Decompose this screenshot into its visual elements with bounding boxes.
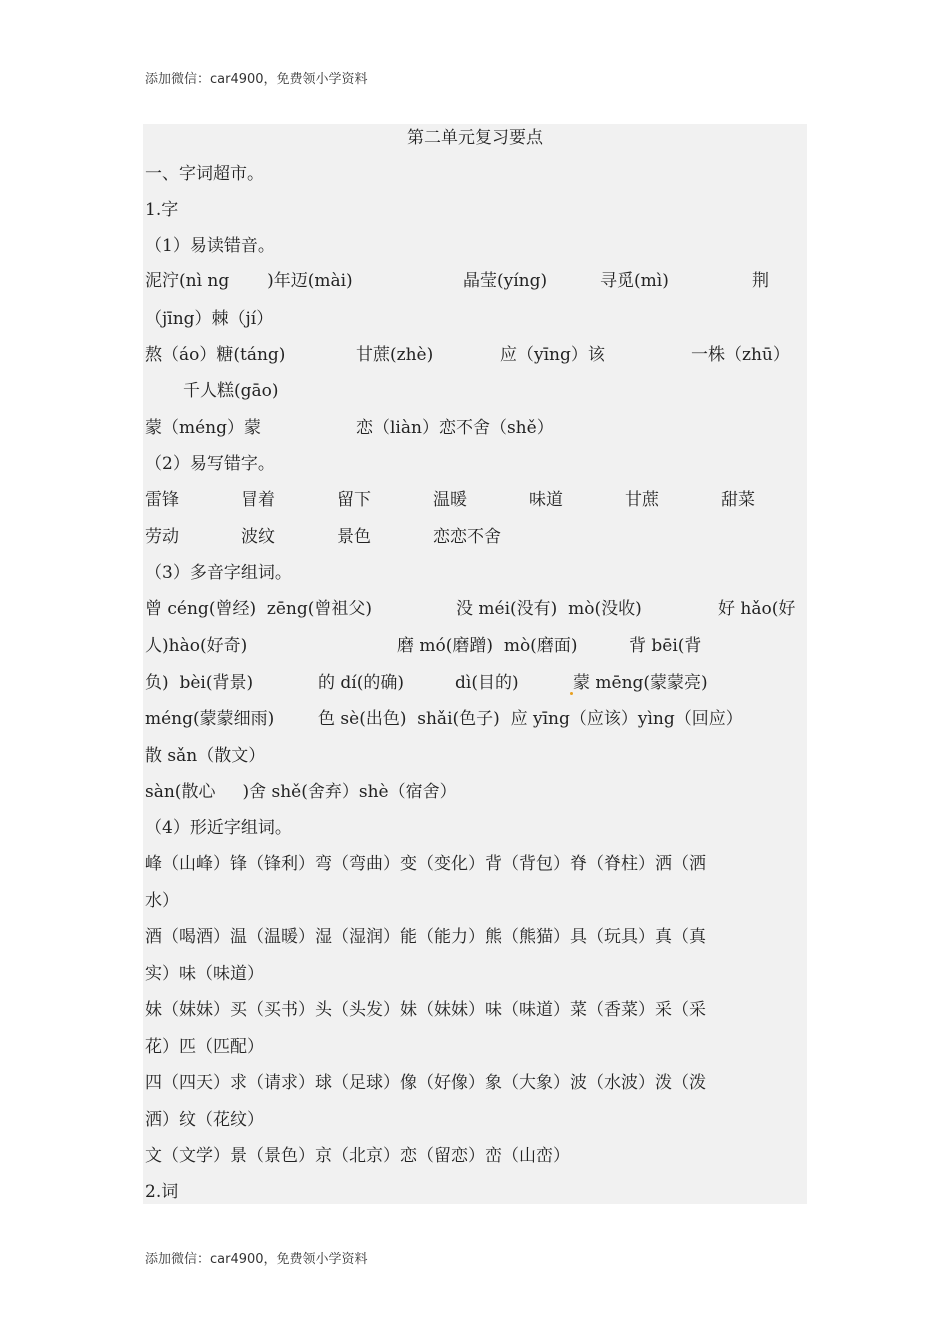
text-segment: 好 hǎo(好 <box>718 599 796 619</box>
text-segment: 曾 céng(曾经) zēng(曾祖父) <box>145 599 373 619</box>
word: 温暖 <box>433 490 467 510</box>
text-segment: 寻觅(mì) <box>600 271 669 291</box>
text-line: 峰（山峰）锋（锋利）弯（弯曲）变（变化）背（背包）脊（脊柱）洒（洒 <box>145 854 706 874</box>
text-segment: 应（yīng）该 <box>500 345 605 365</box>
item-heading: （4）形近字组词。 <box>145 818 292 838</box>
item-heading: （3）多音字组词。 <box>145 563 292 583</box>
text-segment: 背 bēi(背 <box>629 636 702 656</box>
text-segment: 人)hào(好奇) <box>145 636 248 656</box>
text-line <box>145 671 807 695</box>
page-header-note: 添加微信：car4900，免费领小学资料 <box>145 72 368 87</box>
text-line: 妹（妹妹）买（买书）头（头发）妹（妹妹）味（味道）菜（香菜）采（采 <box>145 1000 706 1020</box>
text-segment: dì(目的) <box>455 673 519 693</box>
text-segment: 蒙 mēng(蒙蒙亮) <box>573 673 708 693</box>
text-line: 四（四天）求（请求）球（足球）像（好像）象（大象）波（水波）泼（泼 <box>145 1073 706 1093</box>
text-segment: 熬（áo）糖(táng) <box>145 345 286 365</box>
text-line: （jīng）棘（jí） <box>145 309 274 329</box>
text-segment: méng(蒙蒙细雨) <box>145 709 275 729</box>
item-heading: （2）易写错字。 <box>145 454 275 474</box>
text-segment: 一株（zhū） <box>691 345 790 365</box>
text-segment: 泥泞(nì ng )年迈(mài) <box>145 271 353 291</box>
text-line: 水） <box>145 891 179 911</box>
text-line: 洒）纹（花纹） <box>145 1110 264 1130</box>
section-heading: 一、字词超市。 <box>145 164 264 184</box>
text-line: 花）匹（匹配） <box>145 1037 264 1057</box>
text-line <box>145 343 807 367</box>
word: 恋恋不舍 <box>433 527 501 547</box>
text-segment: 晶莹(yíng) <box>463 271 548 291</box>
text-segment: 甘蔗(zhè) <box>356 345 434 365</box>
text-line: sàn(散心 )舍 shě(舍弃）shè（宿舍） <box>145 782 457 802</box>
text-line: 文（文学）景（景色）京（北京）恋（留恋）峦（山峦） <box>145 1146 570 1166</box>
text-line <box>145 416 807 440</box>
word: 波纹 <box>241 527 275 547</box>
text-segment: 磨 mó(磨蹭) mò(磨面) <box>397 636 578 656</box>
subsection-heading: 2.词 <box>145 1182 179 1202</box>
text-line <box>145 597 807 621</box>
text-line: 散 sǎn（散文） <box>145 746 266 766</box>
page-footer-note: 添加微信：car4900，免费领小学资料 <box>145 1252 368 1267</box>
word: 雷锋 <box>145 490 179 510</box>
word: 冒着 <box>241 490 275 510</box>
item-heading: （1）易读错音。 <box>145 236 275 256</box>
text-line: 千人糕(gāo) <box>183 381 279 401</box>
text-line <box>145 707 807 731</box>
document-body <box>143 124 807 1204</box>
word-row <box>145 488 807 512</box>
text-line: 酒（喝酒）温（温暖）湿（湿润）能（能力）熊（熊猫）具（玩具）真（真 <box>145 927 706 947</box>
text-segment: 恋（liàn）恋不舍（shě） <box>356 418 554 438</box>
text-line <box>145 269 807 293</box>
word-row <box>145 525 807 549</box>
text-segment: 的 dí(的确) <box>318 673 404 693</box>
subsection-heading: 1.字 <box>145 200 179 220</box>
word: 留下 <box>337 490 371 510</box>
document-title: 第二单元复习要点 <box>407 128 543 148</box>
text-segment: 负) bèi(背景) <box>145 673 254 693</box>
word: 甘蔗 <box>625 490 659 510</box>
text-segment: 蒙（méng）蒙 <box>145 418 262 438</box>
text-segment: 没 méi(没有) mò(没收) <box>456 599 642 619</box>
text-segment: 荆 <box>752 271 769 291</box>
word: 劳动 <box>145 527 179 547</box>
word: 味道 <box>529 490 563 510</box>
text-line: 实）味（味道） <box>145 964 264 984</box>
text-segment: 色 sè(出色) shǎi(色子) 应 yīng（应该）yìng（回应） <box>318 709 743 729</box>
word: 甜菜 <box>721 490 755 510</box>
text-line <box>145 634 807 658</box>
word: 景色 <box>337 527 371 547</box>
